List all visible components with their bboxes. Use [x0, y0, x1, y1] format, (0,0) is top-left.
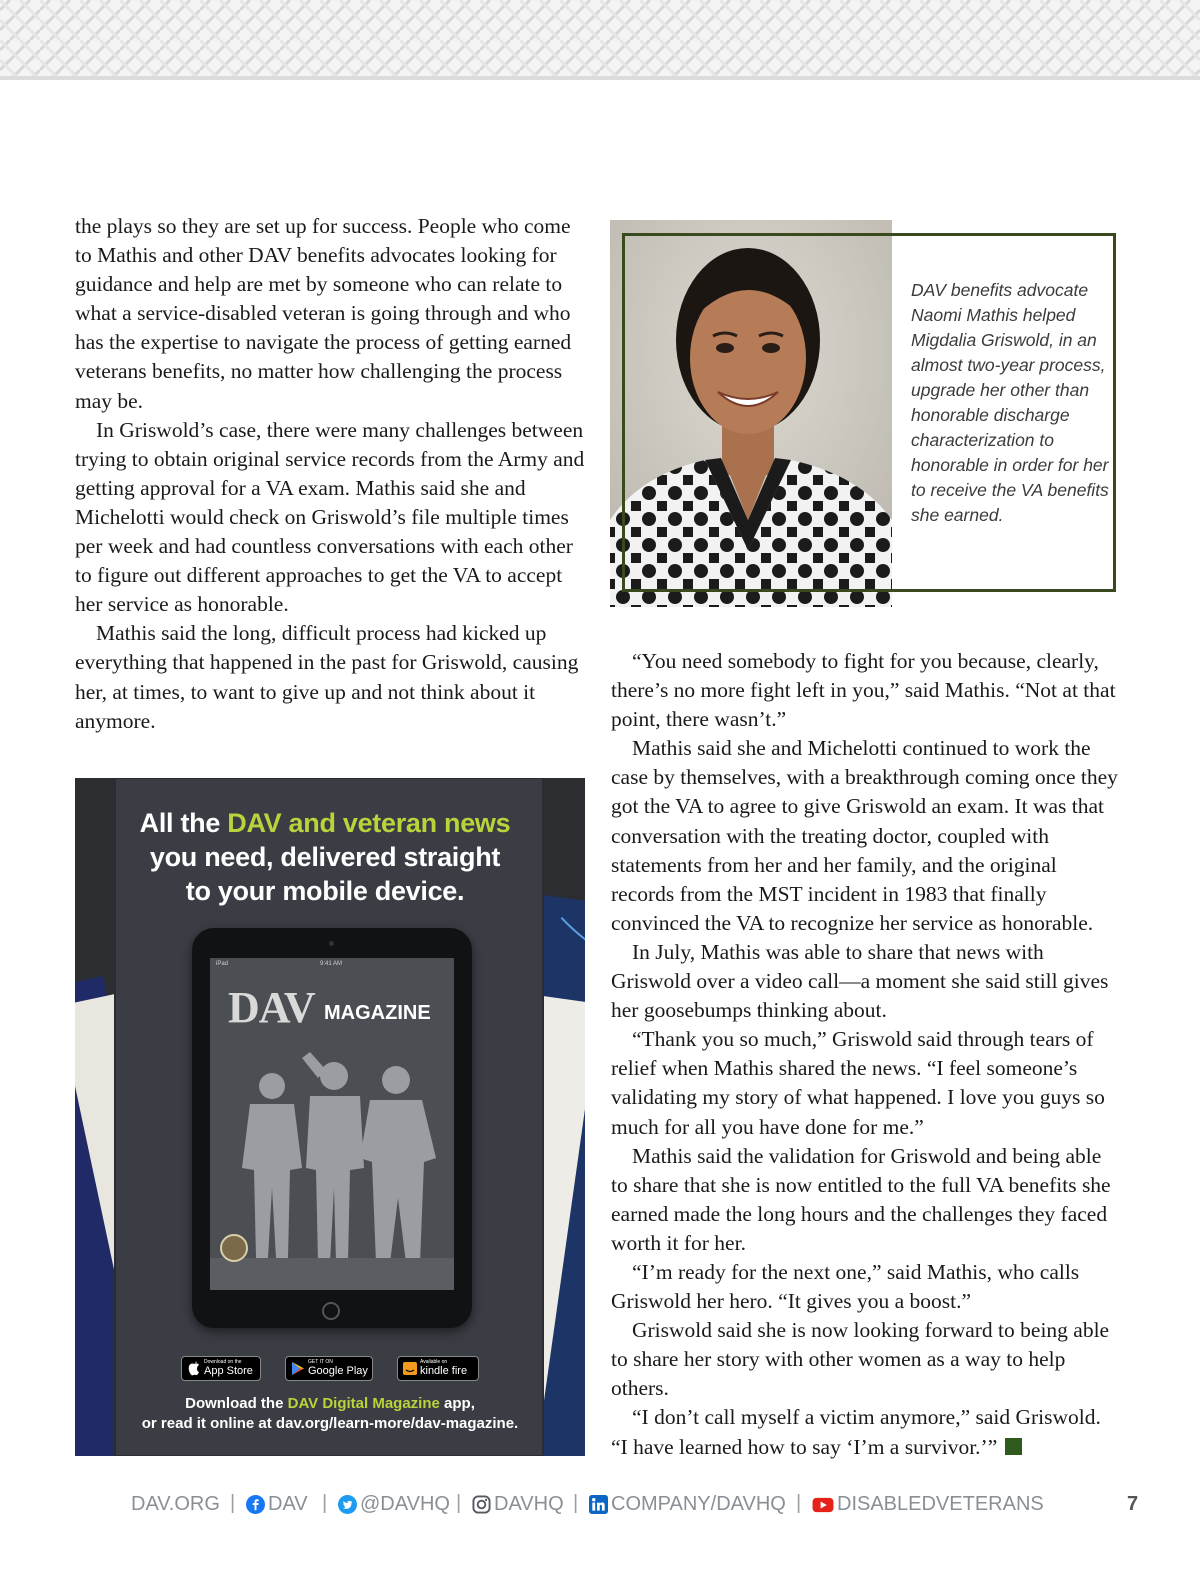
article-left-column: [75, 212, 585, 736]
photo-with-caption: [610, 220, 1122, 608]
linkedin-icon: [589, 1495, 608, 1514]
footer-instagram-text: DAVHQ: [494, 1493, 564, 1515]
google-play-icon: [291, 1361, 305, 1376]
tablet-time: 9:41 AM: [320, 961, 343, 967]
ad-footer-text: [105, 1394, 555, 1434]
kindle-fire-button[interactable]: [397, 1356, 479, 1381]
badge-small-text: Download on the: [204, 1359, 242, 1365]
body-paragraph: “You need somebody to fight for you because, clearly, there’s no more fight left in you,” said Mathis. “Not at that point, there wasn’t.”: [611, 649, 1116, 732]
youtube-icon: [812, 1495, 834, 1514]
footer-facebook-text: DAV: [268, 1493, 308, 1515]
badge-big-text: Google Play: [308, 1365, 368, 1377]
ad-footer-url[interactable]: or read it online at dav.org/learn-more/dav-magazine.: [141, 1415, 519, 1432]
twitter-icon: [338, 1495, 357, 1514]
footer-separator: |: [796, 1492, 802, 1514]
footer-site-link[interactable]: [131, 1493, 220, 1516]
ad-headline-part: you need, delivered straight to your mobile device.: [149, 842, 501, 906]
page-footer: [0, 1488, 1200, 1524]
ad-footer-part: Download the: [185, 1395, 288, 1412]
footer-separator: |: [573, 1492, 579, 1514]
facebook-icon: [246, 1495, 265, 1514]
body-paragraph: In Griswold’s case, there were many challenges between trying to obtain original service records from the Army and getting approval for a VA exam. Mathis said she and Michelotti would check on Griswold’s file multiple times per week and had countless conversations with each other to figure out different approaches to get the VA to accept her service as honorable.: [75, 417, 585, 617]
magazine-app-ad[interactable]: [75, 778, 585, 1456]
apple-icon: [187, 1361, 201, 1376]
body-paragraph: the plays so they are set up for success. People who come to Mathis and other DAV benefits advocates looking for guidance and help are met by someone who can relate to what a service-disabled veteran is going through and who has the expertise to navigate the process of getting earned veterans benefits, no matter how challenging the process may be.: [75, 214, 572, 413]
tablet-status: iPad: [216, 961, 229, 967]
body-paragraph: “I’m ready for the next one,” said Mathis, who calls Griswold her hero. “It gives you a boost.”: [611, 1259, 1080, 1314]
footer-youtube-text: DISABLEDVETERANS: [837, 1493, 1044, 1515]
body-paragraph: Mathis said she and Michelotti continued to work the case by themselves, with a breakthrough coming once they got the VA to agree to give Griswold an exam. It was that conversation with the treating doctor, coupled with statements from her and her family, and the original records from the MST incident in 1983 that finally convinced the VA to recognize her service as honorable.: [611, 736, 1118, 935]
badge-small-text: GET IT ON: [308, 1359, 333, 1365]
camera-dot: [329, 941, 334, 946]
seal-icon: [220, 1234, 248, 1262]
footer-linkedin-link[interactable]: [589, 1493, 786, 1516]
header-pattern: [0, 0, 1200, 80]
final-quote: “I don’t call myself a victim anymore,” said Griswold. “I have learned how to say ‘I’m a survivor.’”: [611, 1405, 1101, 1459]
footer-twitter-link[interactable]: [338, 1493, 450, 1516]
badge-big-text: kindle fire: [420, 1365, 468, 1377]
footer-instagram-link[interactable]: [472, 1493, 564, 1516]
ad-footer-highlight: DAV Digital Magazine: [287, 1395, 440, 1412]
footer-separator: |: [230, 1492, 236, 1514]
amazon-icon: [403, 1361, 417, 1376]
dav-logo: DAV: [228, 983, 315, 1032]
photo-caption: DAV benefits advocate Naomi Mathis helped Migdalia Griswold, in an almost two-year process, upgrade her other than honorable discharge characterization to honorable in order for her to receive the VA benefits she earned.: [911, 280, 1109, 525]
footer-facebook-link[interactable]: [246, 1493, 308, 1516]
instagram-icon: [472, 1495, 491, 1514]
footer-youtube-link[interactable]: [812, 1493, 1044, 1516]
tablet-mockup: [192, 928, 472, 1328]
body-paragraph: Mathis said the long, difficult process had kicked up everything that happened in the past for Griswold, causing her, at times, to want to give up and not think about it anymore.: [75, 621, 579, 733]
magazine-wordmark: MAGAZINE: [324, 1002, 431, 1024]
article-right-column: [611, 647, 1121, 1462]
footer-site-text: DAV.ORG: [131, 1493, 220, 1515]
badge-small-text: Available on: [420, 1359, 448, 1365]
body-paragraph: In July, Mathis was able to share that news with Griswold over a video call—a moment she said still gives her goosebumps thinking about.: [611, 939, 1109, 1023]
ad-footer-part: app,: [439, 1395, 475, 1412]
veteran-silhouettes: [210, 958, 454, 1290]
footer-linkedin-text: COMPANY/DAVHQ: [611, 1493, 786, 1515]
end-mark-icon: [1005, 1438, 1022, 1455]
body-paragraph: Mathis said the validation for Griswold and being able to share that she is now entitled to the full VA benefits she earned made the long hours and the challenges they faced worth it for her.: [611, 1143, 1111, 1255]
ad-headline-part: All the: [139, 808, 228, 838]
home-button: [322, 1302, 340, 1320]
page-number: 7: [1127, 1493, 1139, 1515]
ad-headline: [135, 806, 515, 908]
body-paragraph-final: [611, 1403, 1121, 1461]
badge-big-text: App Store: [204, 1365, 253, 1377]
footer-separator: |: [456, 1492, 462, 1514]
store-badges: [181, 1356, 481, 1382]
footer-separator: |: [322, 1492, 328, 1514]
app-store-button[interactable]: [181, 1356, 261, 1381]
tablet-screen: [210, 958, 454, 1290]
google-play-button[interactable]: [285, 1356, 373, 1381]
body-paragraph: “Thank you so much,” Griswold said through tears of relief when Mathis shared the news. “I feel someone’s validating my story of what happened. I love you guys so much for all you have done for me.”: [611, 1027, 1105, 1139]
ad-headline-highlight: DAV and veteran news: [227, 808, 511, 838]
footer-twitter-text: @DAVHQ: [360, 1493, 450, 1515]
body-paragraph: Griswold said she is now looking forward to being able to share her story with other women as a way to help others.: [611, 1318, 1110, 1401]
